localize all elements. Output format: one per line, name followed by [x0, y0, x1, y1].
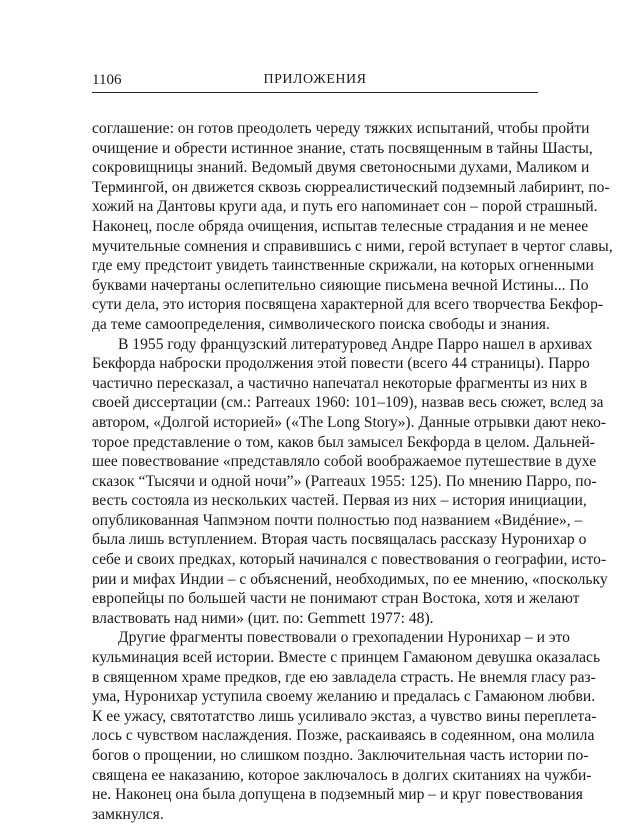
running-title: ПРИЛОЖЕНИЯ	[263, 72, 367, 87]
text-line: ума, Нуронихар уступила своему желанию и предалась с Гамаюном любви.	[92, 688, 596, 706]
text-line: где ему предстоит увидеть таинственные скрижали, на которых огненными	[92, 257, 594, 275]
paragraph	[92, 335, 608, 629]
text-line: властвовать над ними» (цит. по: Gemmett 1977: 48).	[92, 609, 434, 627]
text-line: буквами начертаны ослепительно сияющие письмена вечной Истины... По	[92, 276, 589, 294]
text-line: весть состояла из нескольких частей. Первая из них – история инициации,	[92, 492, 587, 510]
text-line: сути дела, это история посвящена характерной для всего творчества Бекфор-	[92, 296, 604, 314]
text-line: рии и мифах Индии – с объяснений, необходимых, по ее мнению, «поскольку	[92, 570, 608, 588]
text-line: европейцы по большей части не понимают стран Востока, хотя и желают	[92, 590, 580, 608]
text-line: замкнулся.	[92, 805, 164, 823]
text-line: кульминация всей истории. Вместе с принцем Гамаюном девушка оказалась	[92, 649, 601, 667]
text-line: священа ее наказанию, которое заключалось в долгих скитаниях на чужби-	[92, 766, 592, 784]
text-line: была лишь вступлением. Вторая часть посвящалась рассказу Нуронихар о	[92, 531, 587, 549]
text-line: не. Наконец она была допущена в подземный мир – и круг повествования	[92, 786, 583, 804]
text-line: соглашение: он готов преодолеть череду тяжких испытаний, чтобы пройти	[92, 120, 590, 137]
paragraph	[92, 628, 601, 824]
text-line: торое представление о том, каков был замысел Бекфорда в целом. Дальней-	[92, 433, 595, 451]
text-line: В 1955 году французский литературовед Андре Парро нашел в архивах	[118, 335, 593, 353]
text-line: сокровищницы знаний. Ведомый двумя светоносными духами, Маликом и	[92, 159, 590, 177]
text-line: шее повествование «представляло собой воображаемое путешествие в духе	[92, 453, 597, 471]
text-line: сказок “Тысячи и одной ночи”» (Parreaux 1955: 125). По мнению Парро, по-	[92, 472, 597, 490]
body-text	[92, 119, 613, 824]
text-line: частично пересказал, а частично напечатал некоторые фрагменты из них в	[92, 374, 588, 392]
text-line: опубликованная Чапмэном почти полностью под названием «Видéние», –	[92, 511, 583, 529]
text-line: Наконец, после обряда очищения, испытав телесные страдания и не менее	[92, 217, 589, 235]
text-line: хожий на Дантовы круги ада, и путь его напоминает сон – порой страшный.	[92, 198, 598, 216]
text-line: Другие фрагменты повествовали о грехопадении Нуронихар – и это	[118, 629, 570, 647]
text-line: богов о прощении, но слишком поздно. Заключительная часть истории по-	[92, 747, 589, 764]
text-line: Термингой, он движется сквозь сюрреалистический подземный лабиринт, по-	[92, 178, 610, 196]
text-line: очищение и обрести истинное знание, стать посвященным в тайны Шасты,	[92, 139, 593, 157]
text-line: себе и своих предках, который начинался с повествования о географии, исто-	[92, 551, 607, 569]
text-line: лось с чувством наслаждения. Позже, раскаиваясь в содеянном, она молила	[92, 727, 595, 745]
text-line: своей диссертации (см.: Parreaux 1960: 101–109), назвав весь сюжет, вслед за	[92, 394, 604, 412]
text-line: автором, «Долгой историей» («The Long Story»). Данные отрывки дают неко-	[92, 413, 607, 431]
text-line: мучительные сомнения и справившись с ними, герой вступает в чертог славы,	[92, 237, 613, 255]
running-header	[92, 70, 538, 93]
text-line: да теме самоопределения, символического поиска свободы и знания.	[92, 315, 550, 333]
text-line: Бекфорда наброски продолжения этой повести (всего 44 страницы). Парро	[92, 355, 590, 373]
page-number: 1106	[92, 72, 122, 88]
text-line: К ее ужасу, святотатство лишь усиливало экстаз, а чувство вины переплета-	[92, 707, 597, 725]
text-line: в священном храме предков, где ею завладела страсть. Не внемля гласу раз-	[92, 668, 596, 686]
paragraph	[92, 119, 613, 335]
